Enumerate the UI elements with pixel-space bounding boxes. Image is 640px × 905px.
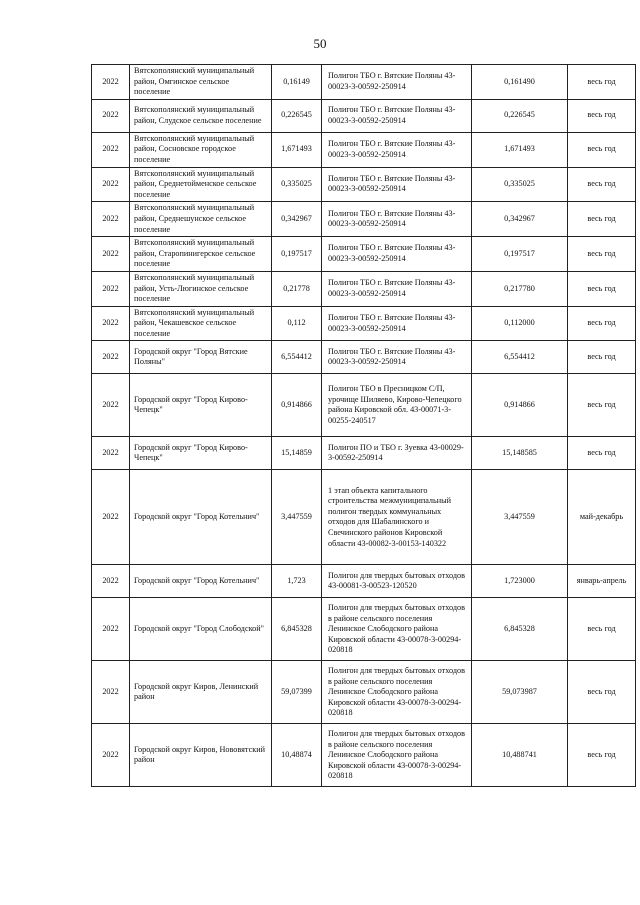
municipality-cell: Городской округ "Город Слободской" <box>130 598 272 661</box>
municipality-cell: Вятскополянский муниципальный район, Слудское сельское поселение <box>130 99 272 132</box>
table-row <box>92 167 636 202</box>
amount-cell: 10,48874 <box>272 724 322 787</box>
table-row <box>92 271 636 306</box>
period-cell: весь год <box>568 341 636 374</box>
amount-cell: 1,723 <box>272 565 322 598</box>
disposal-site-cell: Полигон ТБО г. Вятские Поляны 43-00023-3-00592-250914 <box>322 271 472 306</box>
accepted-amount-cell: 10,488741 <box>472 724 568 787</box>
amount-cell: 0,197517 <box>272 237 322 272</box>
accepted-amount-cell: 1,723000 <box>472 565 568 598</box>
accepted-amount-cell: 15,148585 <box>472 437 568 470</box>
accepted-amount-cell: 0,112000 <box>472 306 568 341</box>
table-row <box>92 565 636 598</box>
table-row <box>92 202 636 237</box>
amount-cell: 1,671493 <box>272 132 322 167</box>
disposal-site-cell: Полигон ТБО г. Вятские Поляны 43-00023-3-00592-250914 <box>322 65 472 100</box>
period-cell: май-декабрь <box>568 470 636 565</box>
year-cell: 2022 <box>92 306 130 341</box>
year-cell: 2022 <box>92 470 130 565</box>
year-cell: 2022 <box>92 374 130 437</box>
municipality-cell: Городской округ "Город Кирово-Чепецк" <box>130 437 272 470</box>
amount-cell: 0,335025 <box>272 167 322 202</box>
municipality-cell: Городской округ "Город Вятские Поляны" <box>130 341 272 374</box>
disposal-site-cell: Полигон ТБО г. Вятские Поляны 43-00023-3-00592-250914 <box>322 99 472 132</box>
accepted-amount-cell: 6,845328 <box>472 598 568 661</box>
municipality-cell: Городской округ Киров, Ленинский район <box>130 661 272 724</box>
municipality-cell: Городской округ "Город Котельнич" <box>130 565 272 598</box>
amount-cell: 6,554412 <box>272 341 322 374</box>
table-row <box>92 724 636 787</box>
year-cell: 2022 <box>92 341 130 374</box>
period-cell: весь год <box>568 167 636 202</box>
table-row <box>92 598 636 661</box>
disposal-site-cell: Полигон ТБО г. Вятские Поляны 43-00023-3-00592-250914 <box>322 306 472 341</box>
municipality-cell: Вятскополянский муниципальный район, Омгинское сельское поселение <box>130 65 272 100</box>
accepted-amount-cell: 0,197517 <box>472 237 568 272</box>
waste-table <box>91 64 636 787</box>
table-row <box>92 470 636 565</box>
year-cell: 2022 <box>92 565 130 598</box>
year-cell: 2022 <box>92 65 130 100</box>
period-cell: весь год <box>568 132 636 167</box>
amount-cell: 0,914866 <box>272 374 322 437</box>
year-cell: 2022 <box>92 598 130 661</box>
table-row <box>92 437 636 470</box>
amount-cell: 0,342967 <box>272 202 322 237</box>
amount-cell: 15,14859 <box>272 437 322 470</box>
period-cell: январь-апрель <box>568 565 636 598</box>
table-row <box>92 661 636 724</box>
accepted-amount-cell: 0,335025 <box>472 167 568 202</box>
table-row <box>92 374 636 437</box>
accepted-amount-cell: 0,914866 <box>472 374 568 437</box>
table-row <box>92 65 636 100</box>
municipality-cell: Городской округ Киров, Нововятский район <box>130 724 272 787</box>
period-cell: весь год <box>568 724 636 787</box>
table-row <box>92 99 636 132</box>
period-cell: весь год <box>568 598 636 661</box>
year-cell: 2022 <box>92 237 130 272</box>
accepted-amount-cell: 0,342967 <box>472 202 568 237</box>
year-cell: 2022 <box>92 661 130 724</box>
municipality-cell: Вятскополянский муниципальный район, Среднешунское сельское поселение <box>130 202 272 237</box>
amount-cell: 0,16149 <box>272 65 322 100</box>
municipality-cell: Вятскополянский муниципальный район, Чекашевское сельское поселение <box>130 306 272 341</box>
period-cell: весь год <box>568 65 636 100</box>
period-cell: весь год <box>568 306 636 341</box>
amount-cell: 6,845328 <box>272 598 322 661</box>
table-row <box>92 306 636 341</box>
period-cell: весь год <box>568 374 636 437</box>
year-cell: 2022 <box>92 132 130 167</box>
accepted-amount-cell: 59,073987 <box>472 661 568 724</box>
amount-cell: 3,447559 <box>272 470 322 565</box>
disposal-site-cell: Полигон ТБО г. Вятские Поляны 43-00023-3-00592-250914 <box>322 202 472 237</box>
year-cell: 2022 <box>92 167 130 202</box>
table-row <box>92 132 636 167</box>
year-cell: 2022 <box>92 271 130 306</box>
municipality-cell: Вятскополянский муниципальный район, Сосновское городское поселение <box>130 132 272 167</box>
accepted-amount-cell: 1,671493 <box>472 132 568 167</box>
disposal-site-cell: 1 этап объекта капитального строительства межмуниципальный полигон твердых коммунальных отходов для Шабалинского и Свечинского районов Кировской области 43-00082-3-00153-140322 <box>322 470 472 565</box>
disposal-site-cell: Полигон для твердых бытовых отходов в районе сельского поселения Ленинское Слободского района Кировской области 43-00078-3-00294-020818 <box>322 598 472 661</box>
period-cell: весь год <box>568 271 636 306</box>
accepted-amount-cell: 3,447559 <box>472 470 568 565</box>
amount-cell: 0,21778 <box>272 271 322 306</box>
period-cell: весь год <box>568 661 636 724</box>
disposal-site-cell: Полигон для твердых бытовых отходов в районе сельского поселения Ленинское Слободского района Кировской области 43-00078-3-00294-020818 <box>322 661 472 724</box>
municipality-cell: Городской округ "Город Кирово-Чепецк" <box>130 374 272 437</box>
municipality-cell: Городской округ "Город Котельнич" <box>130 470 272 565</box>
amount-cell: 0,226545 <box>272 99 322 132</box>
page-number: 50 <box>313 36 327 51</box>
disposal-site-cell: Полигон для твердых бытовых отходов 43-00081-3-00523-120520 <box>322 565 472 598</box>
table-row <box>92 341 636 374</box>
disposal-site-cell: Полигон ТБО г. Вятские Поляны 43-00023-3-00592-250914 <box>322 132 472 167</box>
year-cell: 2022 <box>92 724 130 787</box>
disposal-site-cell: Полигон ТБО г. Вятские Поляны 43-00023-3-00592-250914 <box>322 167 472 202</box>
municipality-cell: Вятскополянский муниципальный район, Среднетойменское сельское поселение <box>130 167 272 202</box>
accepted-amount-cell: 0,161490 <box>472 65 568 100</box>
disposal-site-cell: Полигон ТБО г. Вятские Поляны 43-00023-3-00592-250914 <box>322 237 472 272</box>
period-cell: весь год <box>568 437 636 470</box>
amount-cell: 0,112 <box>272 306 322 341</box>
amount-cell: 59,07399 <box>272 661 322 724</box>
disposal-site-cell: Полигон ПО и ТБО г. Зуевка 43-00029-3-00592-250914 <box>322 437 472 470</box>
period-cell: весь год <box>568 202 636 237</box>
period-cell: весь год <box>568 237 636 272</box>
disposal-site-cell: Полигон для твердых бытовых отходов в районе сельского поселения Ленинское Слободского района Кировской области 43-00078-3-00294-020818 <box>322 724 472 787</box>
period-cell: весь год <box>568 99 636 132</box>
accepted-amount-cell: 6,554412 <box>472 341 568 374</box>
accepted-amount-cell: 0,226545 <box>472 99 568 132</box>
accepted-amount-cell: 0,217780 <box>472 271 568 306</box>
disposal-site-cell: Полигон ТБО в Пресницком С/П, урочище Шиляево, Кирово-Чепецкого района Кировской обл. 43-00071-3-00255-240517 <box>322 374 472 437</box>
municipality-cell: Вятскополянский муниципальный район, Усть-Люгинское сельское поселение <box>130 271 272 306</box>
table-row <box>92 237 636 272</box>
municipality-cell: Вятскополянский муниципальный район, Старопинигерское сельское поселение <box>130 237 272 272</box>
year-cell: 2022 <box>92 202 130 237</box>
year-cell: 2022 <box>92 99 130 132</box>
year-cell: 2022 <box>92 437 130 470</box>
disposal-site-cell: Полигон ТБО г. Вятские Поляны 43-00023-3-00592-250914 <box>322 341 472 374</box>
